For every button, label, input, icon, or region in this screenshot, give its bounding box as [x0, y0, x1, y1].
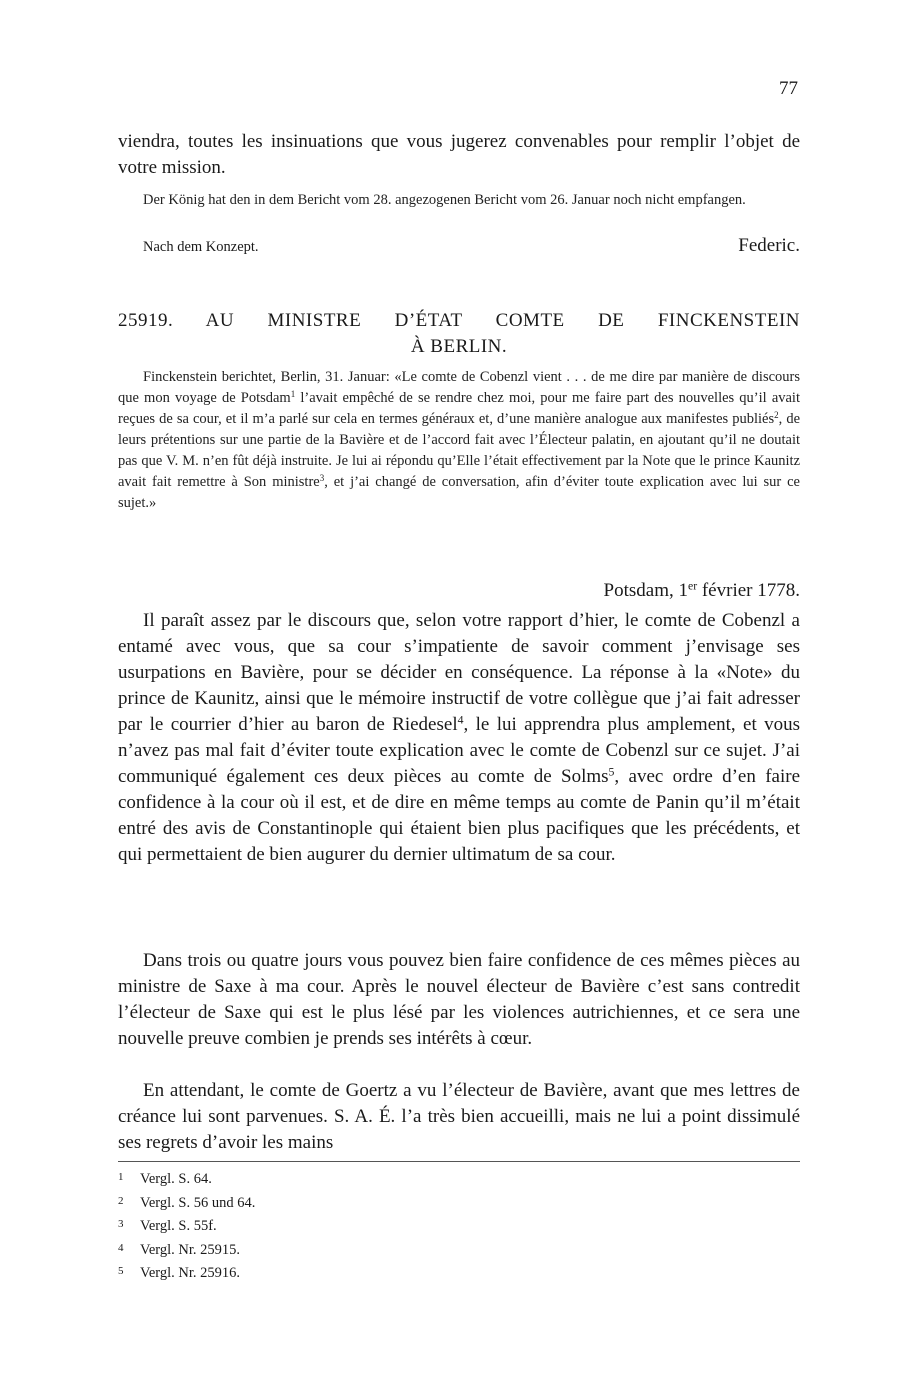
page-number: 77: [779, 78, 798, 99]
paragraph-text: , le lui apprendra plus amplement, et vous n’avez pas mal fait d’éviter toute explication avec le comte de Cobenzl sur ce sujet. J’ai communiqué également ces deux pièces au comte de Solms: [118, 714, 801, 787]
body-paragraph-1: [118, 608, 800, 868]
letter-heading-line2: À BERLIN.: [410, 336, 508, 357]
signature: Federic.: [738, 235, 800, 256]
footnote-number: 5: [118, 1265, 124, 1277]
footnote-item: [118, 1238, 518, 1262]
report-summary-text: , de leurs prétentions sur une partie de la Bavière et de l’accord fait avec l’Électeur palatin, en ajoutant qu’il ne doutait pas que V. M. n’en fût déjà instruite. Je lui ai répondu qu’Elle l’était effectivement par la Note que le prince Kaunitz avait fait remettre à Son ministre: [118, 411, 801, 490]
footnote-item: [118, 1214, 518, 1238]
previous-letter-note: Der König hat den in dem Bericht vom 28. angezogenen Bericht vom 26. Januar noch nicht empfangen.: [143, 192, 746, 208]
footnote-ref: 2: [774, 410, 779, 421]
footnote-text: Vergl. Nr. 25916.: [140, 1265, 241, 1281]
body-paragraph-2: Dans trois ou quatre jours vous pouvez bien faire confidence de ces mêmes pièces au ministre de Saxe à ma cour. Après le nouvel électeur de Bavière c’est sans contredit l’électeur de Saxe qui est le plus lésé par les violences autrichiennes, et ce sera une nouvelle preuve combien je prends ses intérêts à cœur.: [118, 950, 800, 1049]
footnote-number: 1: [118, 1171, 124, 1183]
dateline-ordinal: er: [687, 579, 698, 593]
letter-heading-line1: 25919. AU MINISTRE D’ÉTAT COMTE DE FINCKENSTEIN: [118, 310, 800, 331]
footnote-item: [118, 1261, 518, 1285]
footnote-rule: [118, 1161, 800, 1162]
paragraph-text: , avec ordre d’en faire confidence à la cour où il est, et de dire en même temps au comte de Panin qu’il m’était entré des avis de Constantinople qui étaient bien plus pacifiques que les précédents, et qui permettaient de bien augurer du dernier ultimatum de sa cour.: [118, 766, 801, 865]
signature-row: [143, 235, 800, 257]
footnote-ref: 4: [457, 713, 464, 727]
report-summary-text: Finckenstein berichtet, Berlin, 31. Januar: «Le comte de Cobenzl vient . . . de me dire par manière de discours que mon voyage de Potsdam: [118, 369, 800, 406]
body-paragraph-3: En attendant, le comte de Goertz a vu l’électeur de Bavière, avant que mes lettres de créance lui sont parvenues. S. A. É. l’a très bien accueilli, mais ne lui a point dissimulé ses regrets d’avoir les mains: [118, 1080, 800, 1153]
report-summary-text: l’avait empêché de se rendre chez moi, pour me faire part des nouvelles qu’il avait reçues de sa cour, et il m’a parlé sur cela en termes généraux et, d’une manière analogue aux manifestes publiés: [118, 390, 800, 427]
dateline: [400, 580, 800, 602]
report-summary-text: , et j’ai changé de conversation, afin d’éviter toute explication avec lui sur ce sujet.»: [118, 474, 800, 511]
previous-letter-closing: viendra, toutes les insinuations que vous jugerez convenables pour remplir l’objet de votre mission.: [118, 131, 800, 178]
footnote-ref: 5: [608, 765, 615, 779]
footnote-text: Vergl. S. 55f.: [140, 1218, 217, 1234]
footnote-text: Vergl. S. 56 und 64.: [140, 1194, 256, 1211]
paragraph-text: Il paraît assez par le discours que, selon votre rapport d’hier, le comte de Cobenzl a entamé avec vous, que sa cour s’impatiente de savoir comment j’envisage ses usurpations en Bavière, pour se décider en conséquence. La réponse à la «Note» du prince de Kaunitz, ainsi que le mémoire instructif de votre collègue que j’ai fait adresser par le courrier d’hier au baron de Riedesel: [118, 610, 800, 735]
footnote-number: 4: [118, 1241, 124, 1254]
footnote-ref: 1: [290, 389, 296, 400]
footnote-item: [118, 1191, 518, 1215]
letter-heading: [118, 308, 800, 360]
footnote-ref: 3: [319, 473, 325, 484]
footnote-number: 3: [118, 1218, 124, 1230]
footnotes: [118, 1167, 518, 1285]
footnote-item: [118, 1167, 518, 1191]
source-note: Nach dem Konzept.: [143, 239, 259, 255]
dateline-place: Potsdam, 1: [603, 580, 688, 601]
dateline-date: février 1778.: [697, 580, 800, 601]
footnote-number: 2: [118, 1194, 124, 1207]
footnote-text: Vergl. Nr. 25915.: [140, 1241, 241, 1258]
footnote-text: Vergl. S. 64.: [140, 1171, 212, 1187]
report-summary: [118, 367, 800, 514]
